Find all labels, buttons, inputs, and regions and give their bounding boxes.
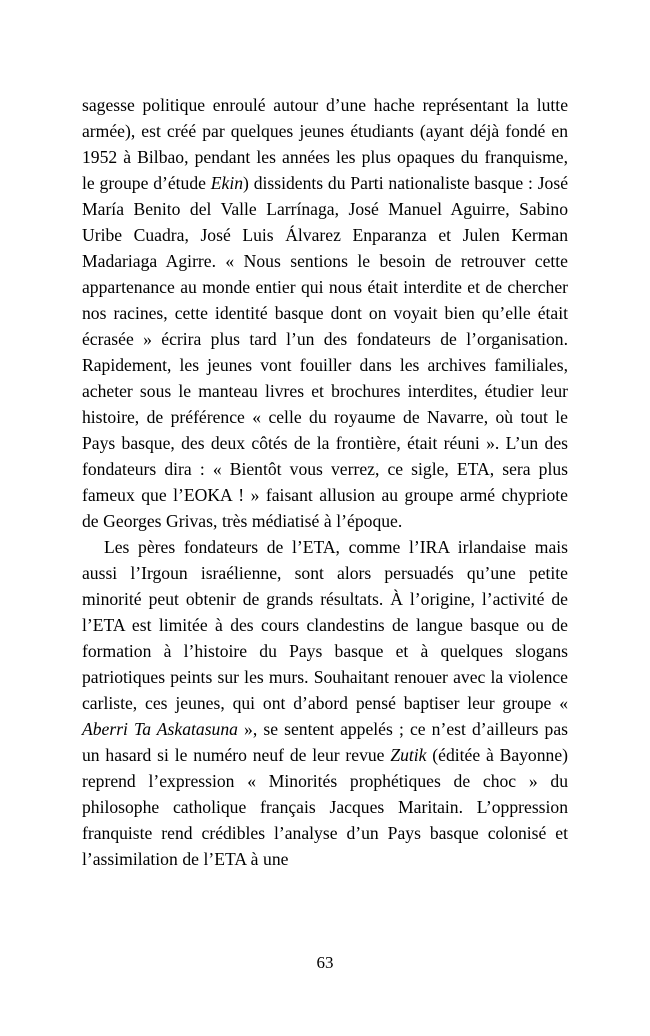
italic-run: Aberri Ta Askatasuna: [82, 719, 238, 739]
text-run: ) dissidents du Parti nationaliste basque : José María Benito del Valle Larrínaga, José Manuel Aguirre, Sabino Uribe Cuadra, José Luis Álvarez Enparanza et Julen Kerman Madariaga Agirre. « Nous sentions le besoin de retrouver cette appartenance au monde entier qui nous était interdite et de chercher nos racines, cette identité basque dont on voyait bien qu’elle était écrasée » écrira plus tard l’un des fondateurs de l’organisation. Rapidement, les jeunes vont fouiller dans les archives familiales, acheter sous le manteau livres et brochures interdites, étudier leur histoire, de préférence « celle du royaume de Navarre, où tout le Pays basque, des deux côtés de la frontière, était réuni ». L’un des fondateurs dira : « Bientôt vous verrez, ce sigle, ETA, sera plus fameux que l’EOKA ! » faisant allusion au groupe armé chypriote de Georges Grivas, très médiatisé à l’époque.: [82, 173, 569, 531]
page-text-block: [82, 92, 568, 872]
page-number: 63: [316, 953, 334, 972]
paragraph: [82, 92, 568, 534]
italic-run: Ekin: [210, 173, 244, 193]
text-run: », se sentent appelés ; ce n’est d’ailleurs pas un hasard si le numéro neuf de leur revue: [82, 719, 568, 765]
text-run: Les pères fondateurs de l’ETA, comme l’IRA irlandaise mais aussi l’Irgoun israélienne, sont alors persuadés qu’une petite minorité peut obtenir de grands résultats. À l’origine, l’activité de l’ETA est limitée à des cours clandestins de langue basque ou de formation à l’histoire du Pays basque et à quelques slogans patriotiques peints sur les murs. Souhaitant renouer avec la violence carliste, ces jeunes, qui ont d’abord pensé baptiser leur groupe «: [82, 537, 568, 713]
text-run: (éditée à Bayonne) reprend l’expression « Minorités prophétiques de choc » du philosophe catholique français Jacques Maritain. L’oppression franquiste rend crédibles l’analyse d’un Pays basque colonisé et l’assimilation de l’ETA à une: [82, 745, 568, 869]
italic-run: Zutik: [390, 745, 427, 765]
text-run: sagesse politique enroulé autour d’une hache représentant la lutte armée), est créé par quelques jeunes étudiants (ayant déjà fondé en 1952 à Bilbao, pendant les années les plus opaques du franquisme, le groupe d’étude: [82, 95, 568, 193]
paragraph: [82, 534, 568, 872]
